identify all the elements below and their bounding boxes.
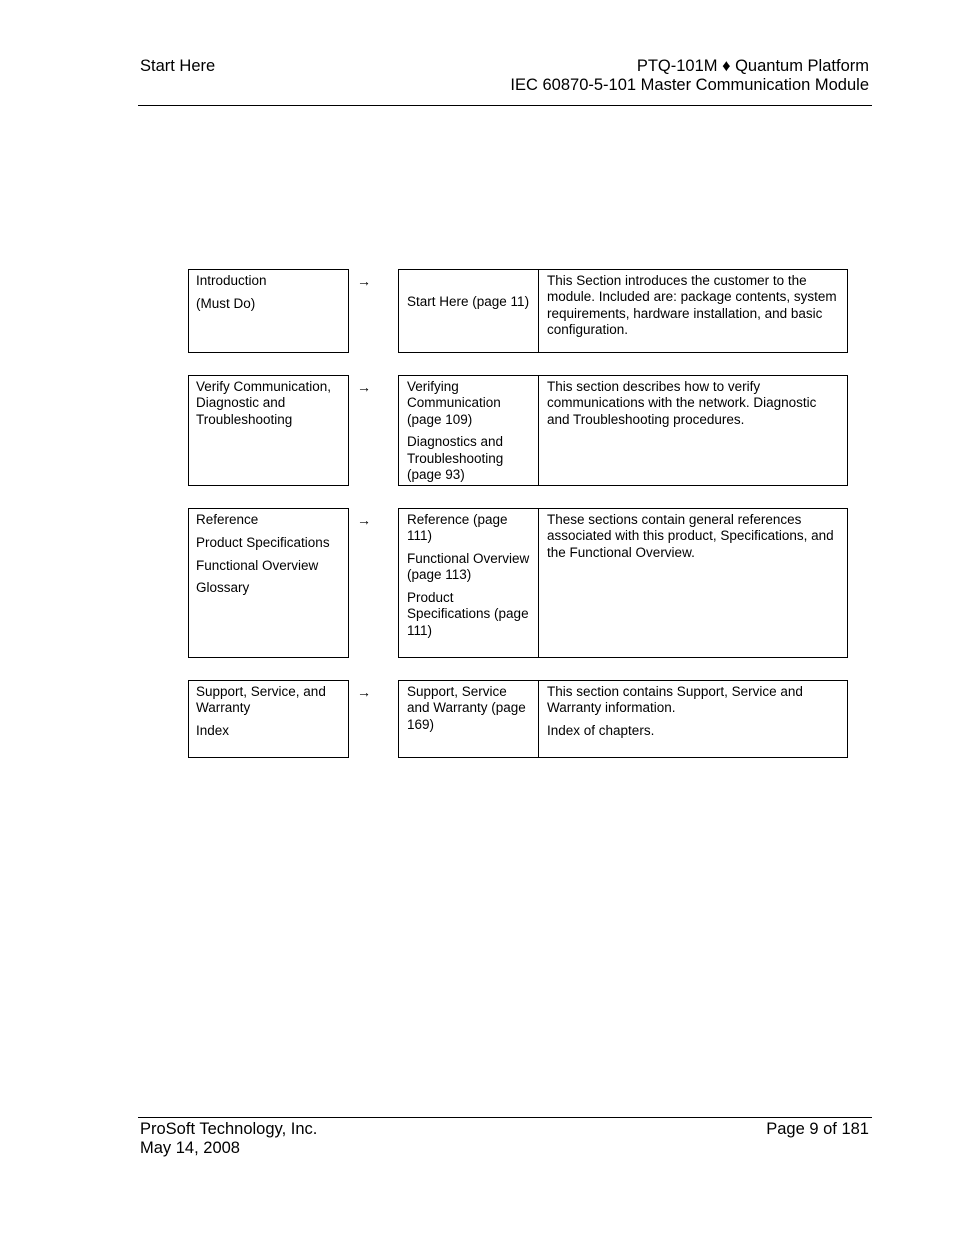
footer-divider bbox=[138, 1117, 872, 1118]
row-4-topic-box bbox=[188, 680, 349, 758]
header-product-line2: IEC 60870-5-101 Master Communication Module bbox=[510, 76, 869, 94]
row-2-section-link[interactable]: Diagnostics and Troubleshooting (page 93) bbox=[407, 434, 504, 482]
header-product-line1: PTQ-101M ♦ Quantum Platform bbox=[636, 57, 869, 75]
row-3-topic-box bbox=[188, 508, 349, 658]
row-1-topic-line: (Must Do) bbox=[196, 295, 256, 311]
row-3-description: These sections contain general references associated with this product, Specifications, and the Functional Overview. bbox=[547, 512, 834, 560]
header-divider bbox=[138, 105, 872, 106]
row-4-arrow-icon: → bbox=[357, 684, 371, 700]
row-4-topic-line: Support, Service, and Warranty bbox=[196, 684, 326, 716]
row-3-description-box bbox=[538, 508, 848, 658]
row-4-description: This section contains Support, Service and Warranty information. bbox=[547, 684, 803, 716]
row-1-section-link[interactable]: Start Here (page 11) bbox=[407, 294, 530, 309]
row-3-arrow-icon: → bbox=[357, 512, 371, 528]
row-3-section-link-box bbox=[398, 508, 539, 658]
row-4-topic-line: Index bbox=[196, 723, 230, 739]
row-4-description: Index of chapters. bbox=[547, 723, 655, 739]
row-1-topic-line: Introduction bbox=[196, 273, 267, 288]
row-1-arrow-icon: → bbox=[357, 273, 371, 289]
header-section-title: Start Here bbox=[140, 57, 216, 75]
row-1-description-box bbox=[538, 269, 848, 353]
row-4-section-link-box bbox=[398, 680, 539, 758]
row-2-description-box bbox=[538, 375, 848, 486]
row-1-topic-box bbox=[188, 269, 349, 353]
row-2-section-link[interactable]: Verifying Communication (page 109) bbox=[407, 379, 501, 427]
row-3-topic-line: Functional Overview bbox=[196, 557, 319, 573]
row-2-topic-box bbox=[188, 375, 349, 486]
row-2-topic-line: Verify Communication, Diagnostic and Troubleshooting bbox=[196, 379, 332, 427]
row-3-section-link[interactable]: Product Specifications (page 111) bbox=[407, 590, 529, 638]
footer-page-number: Page 9 of 181 bbox=[766, 1120, 869, 1138]
row-2-description: This section describes how to verify communications with the network. Diagnostic and Troubleshooting procedures. bbox=[547, 379, 817, 427]
row-3-section-link[interactable]: Reference (page 111) bbox=[407, 512, 508, 544]
row-3-section-link[interactable]: Functional Overview (page 113) bbox=[407, 551, 530, 583]
footer-date: May 14, 2008 bbox=[140, 1139, 240, 1157]
row-1-section-link-box bbox=[398, 269, 539, 353]
row-1-description: This Section introduces the customer to the module. Included are: package contents, system requirements, hardware installation, and basic configuration. bbox=[547, 273, 837, 337]
footer-company-block bbox=[140, 1120, 317, 1158]
row-3-topic-line: Reference bbox=[196, 512, 259, 527]
row-4-description-box bbox=[538, 680, 848, 758]
row-3-topic-line: Product Specifications bbox=[196, 534, 330, 550]
header-product-title bbox=[510, 57, 869, 95]
row-2-arrow-icon: → bbox=[357, 379, 371, 395]
row-4-section-link[interactable]: Support, Service and Warranty (page 169) bbox=[407, 684, 526, 732]
footer-company: ProSoft Technology, Inc. bbox=[140, 1120, 318, 1138]
row-2-section-link-box bbox=[398, 375, 539, 486]
row-3-topic-line: Glossary bbox=[196, 580, 250, 596]
